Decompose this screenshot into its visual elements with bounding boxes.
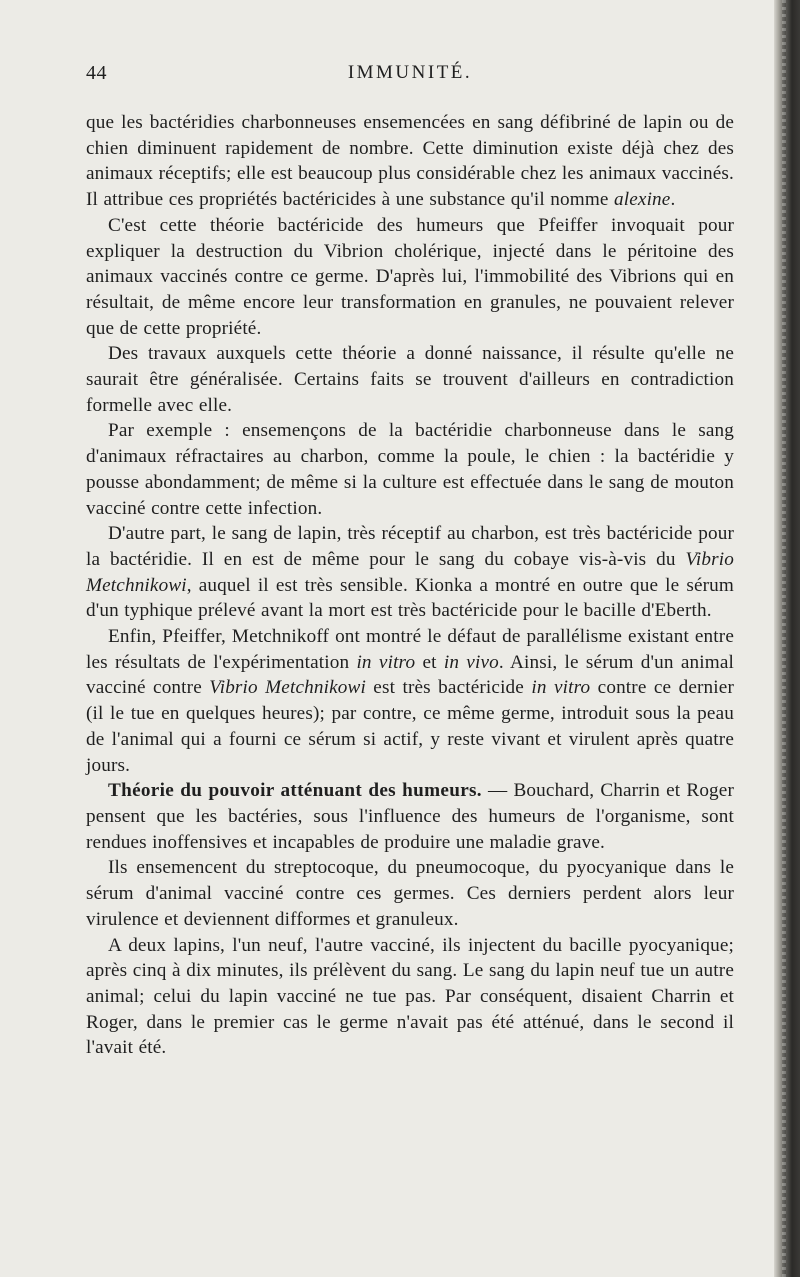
- paragraph-7: Théorie du pouvoir atténuant des humeurs. — Bouchard, Charrin et Roger pensent que les bactéries, sous l'influence des humeurs de l'organisme, sont rendues inoffensives et incapables de produire une maladie grave.: [86, 780, 735, 853]
- page-number: 44: [86, 62, 107, 84]
- italic-term: in vitro: [356, 651, 416, 673]
- italic-term: Vibrio Metchnikowi: [86, 548, 734, 596]
- book-binding-edge: [774, 0, 800, 1277]
- paragraph-1: que les bactéridies charbonneuses ensemencées en sang défibriné de lapin ou de chien diminuent rapidement de nombre. Cette diminution existe déjà chez des animaux réceptifs; elle est beaucoup plus considérable chez les animaux vaccinés. Il attribue ces propriétés bactéricides à une substance qu'il nomme alexine.: [86, 112, 734, 211]
- paragraph-6: Enfin, Pfeiffer, Metchnikoff ont montré le défaut de parallélisme existant entre les résultats de l'expérimentation in vitro et in vivo. Ainsi, le sérum d'un animal vacciné contre Vibrio Metchnikowi est très bactéricide in vitro contre ce dernier (il le tue en quelques heures); par contre, ce même germe, introduit sous la peau de l'animal qui a fourni ce sérum si actif, y reste vivant et virulent après quatre jours.: [86, 626, 734, 776]
- paragraph-3: Des travaux auxquels cette théorie a donné naissance, il résulte qu'elle ne saurait être généralisée. Certains faits se trouvent d'ailleurs en contradiction formelle avec elle.: [86, 343, 734, 416]
- section-heading: Théorie du pouvoir atténuant des humeurs.: [108, 780, 482, 802]
- italic-term: in vivo: [443, 651, 499, 673]
- paragraph-2: C'est cette théorie bactéricide des humeurs que Pfeiffer invoquait pour expliquer la destruction du Vibrion cholérique, injecté dans le péritoine des animaux vaccinés contre ce germe. D'après lui, l'immobilité des Vibrions qui en résultait, de même encore leur transformation en granules, ne pouvaient relever que de cette propriété.: [86, 214, 734, 339]
- paragraph-9: A deux lapins, l'un neuf, l'autre vacciné, ils injectent du bacille pyocyanique; après cinq à dix minutes, ils prélèvent du sang. Le sang du lapin neuf tue un autre animal; celui du lapin vacciné ne tue pas. Par conséquent, disaient Charrin et Roger, dans le premier cas le germe n'avait pas été atténué, dans le second il l'avait été.: [86, 934, 734, 1059]
- paragraph-8: Ils ensemencent du streptocoque, du pneumocoque, du pyocyanique dans le sérum d'animal vacciné contre ces germes. Ces derniers perdent alors leur virulence et deviennent difformes et granuleux.: [86, 857, 734, 930]
- paragraph-5: D'autre part, le sang de lapin, très réceptif au charbon, est très bactéricide pour la bactéridie. Il en est de même pour le sang du cobaye vis-à-vis du Vibrio Metchnikowi, auquel il est très sensible. Kionka a montré en outre que le sérum d'un typhique prélevé avant la mort est très bactéricide pour le bacille d'Eberth.: [86, 523, 734, 622]
- body-text: [86, 110, 734, 1061]
- italic-term: in vitro: [531, 677, 591, 699]
- paragraph-4: Par exemple : ensemençons de la bactéridie charbonneuse dans le sang d'animaux réfractaires au charbon, comme la poule, le chien : la bactéridie y pousse abondamment; de même si la culture est effectuée dans le sang de mouton vacciné contre cette infection.: [86, 420, 734, 519]
- running-title: IMMUNITÉ.: [347, 62, 473, 83]
- italic-term: alexine: [614, 189, 671, 211]
- page-header: [86, 62, 734, 92]
- italic-term: Vibrio Metchnikowi: [209, 677, 366, 699]
